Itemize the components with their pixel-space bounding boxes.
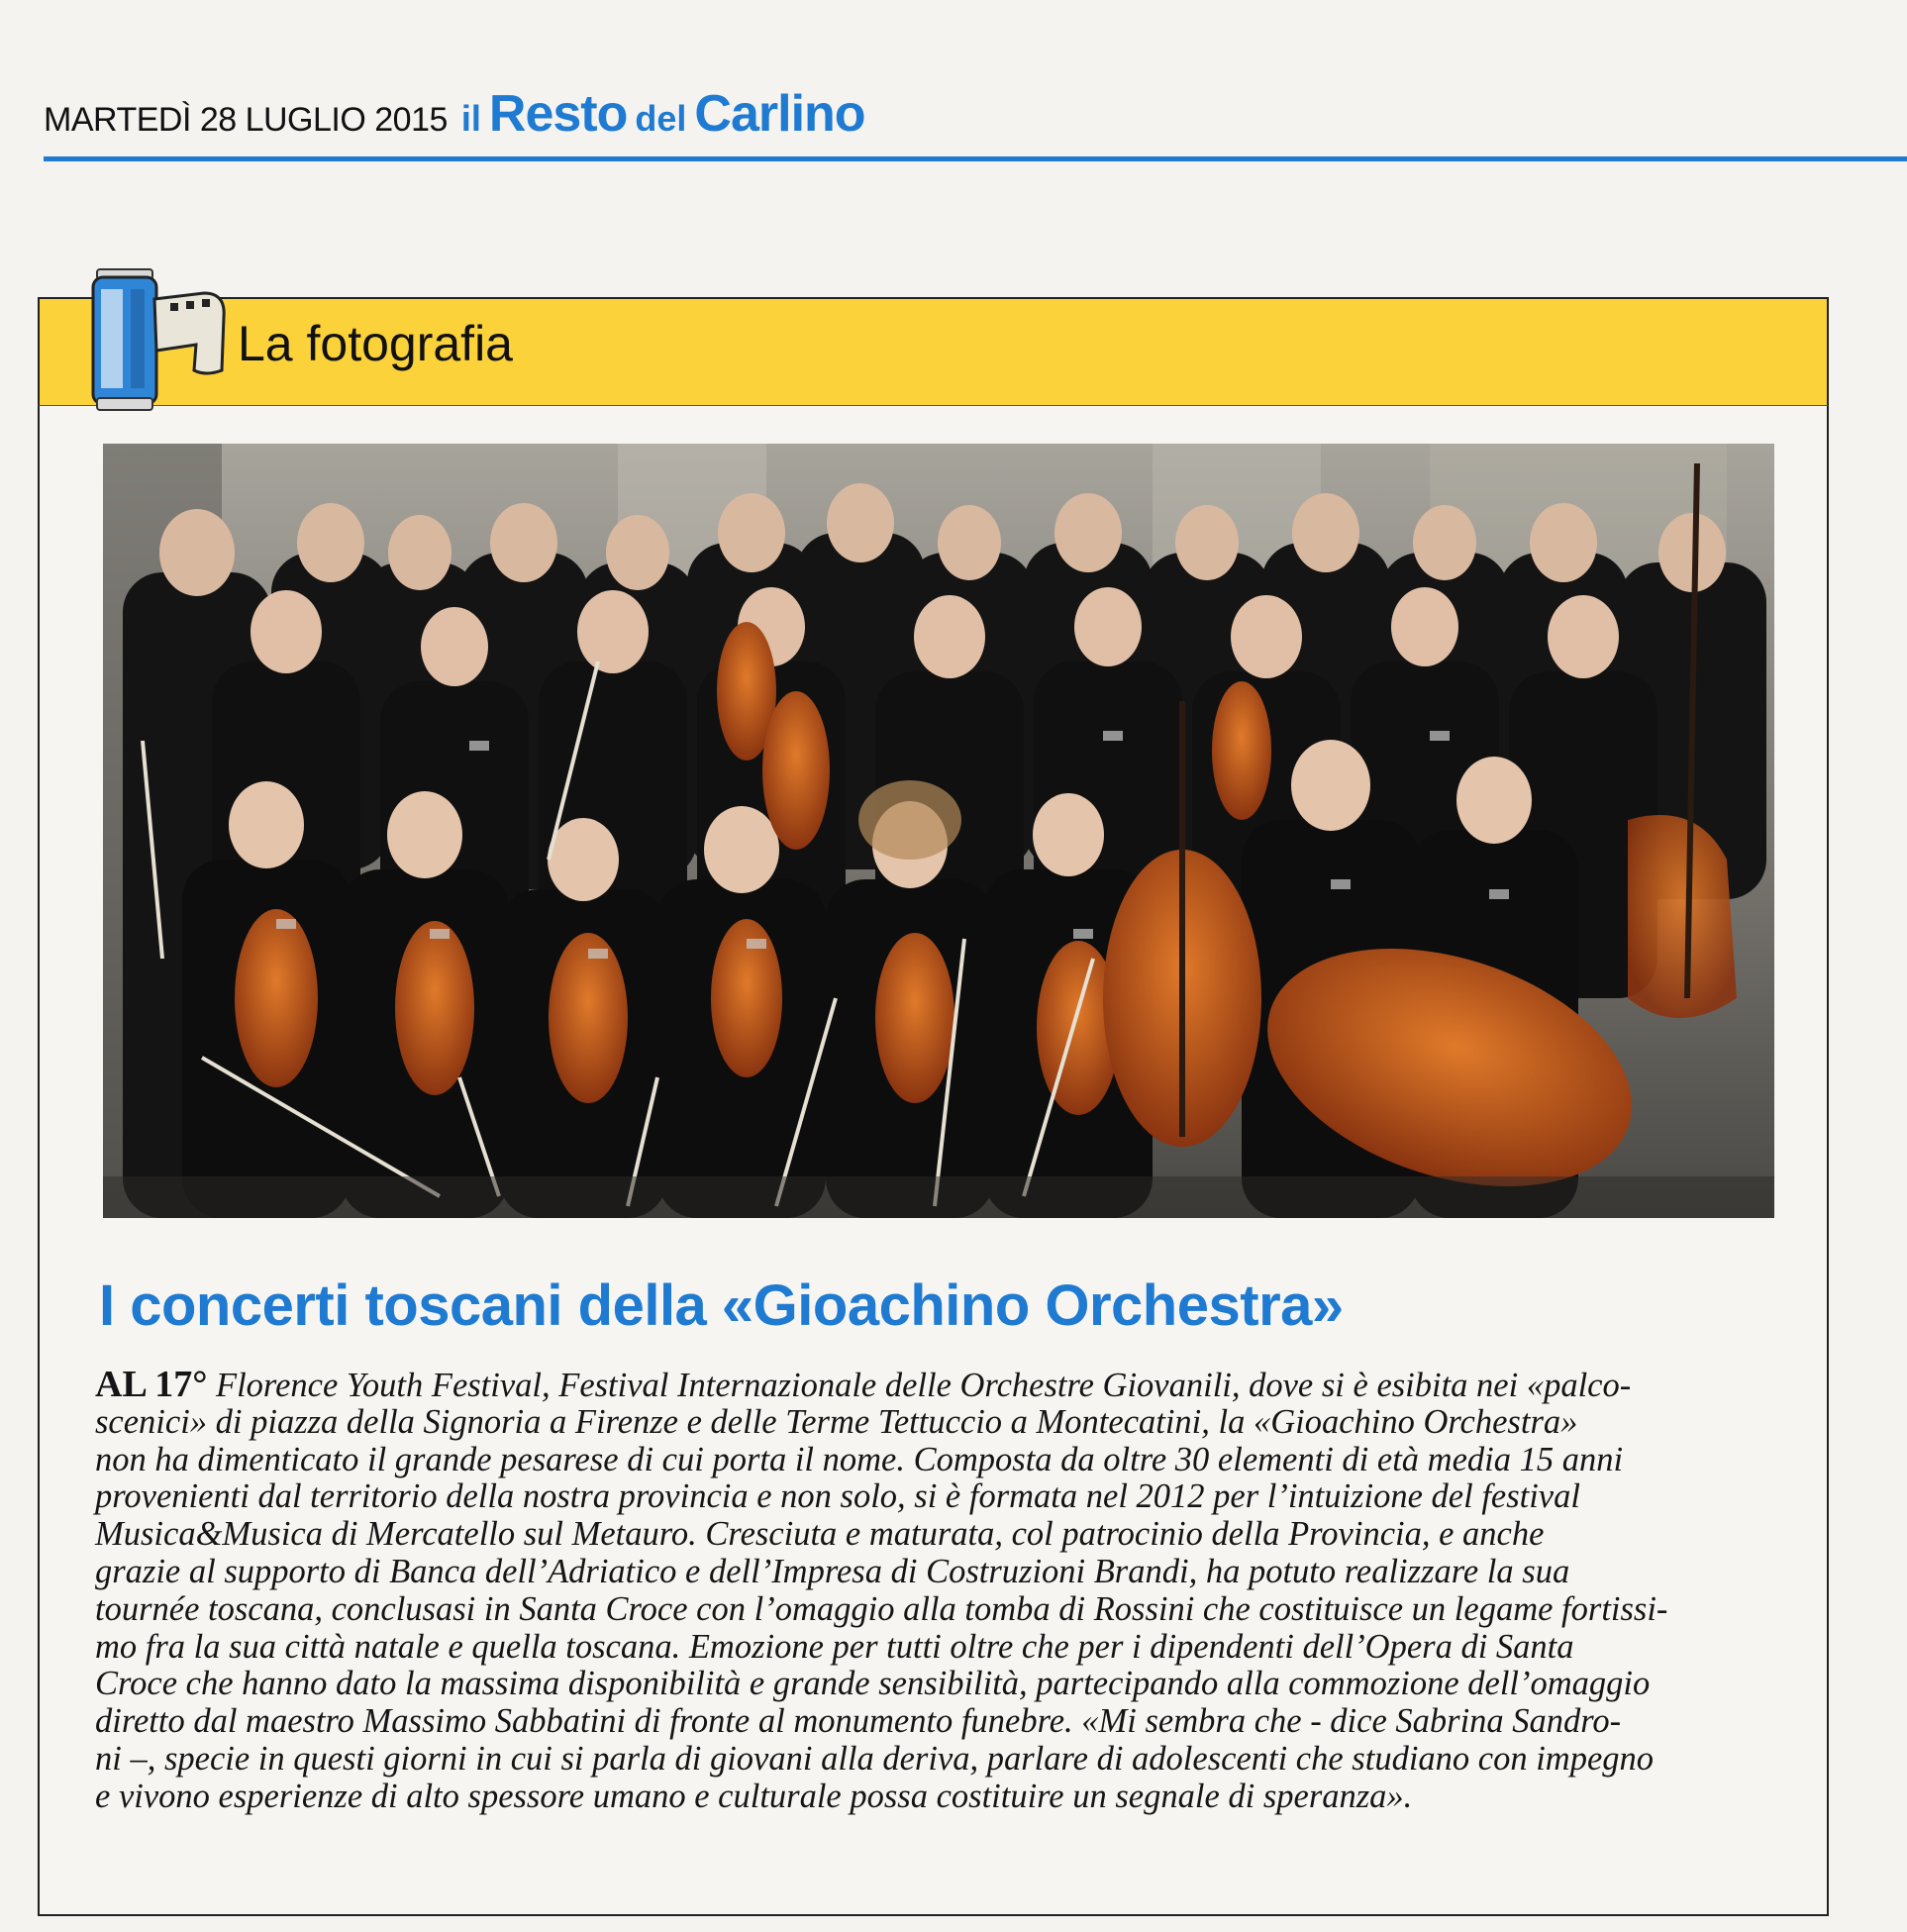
orchestra-group-photo bbox=[103, 444, 1774, 1218]
body-line: grazie al supporto di Banca dell’Adriatico e dell’Impresa di Costruzioni Brandi, ha potuto realizzare la sua bbox=[95, 1552, 1570, 1590]
body-line bbox=[95, 1364, 1778, 1405]
article-body bbox=[95, 1364, 1778, 1816]
masthead bbox=[44, 84, 865, 144]
logo-resto: Resto bbox=[488, 85, 628, 143]
body-line-text: Florence Youth Festival, Festival Internazionale delle Orchestre Giovanili, dove si è esibita nei «palco- bbox=[207, 1367, 1632, 1404]
film-roll-icon bbox=[87, 259, 236, 418]
body-line: diretto dal maestro Massimo Sabbatini di fronte al monumento funebre. «Mi sembra che - dice Sabrina Sandro- bbox=[95, 1702, 1622, 1741]
article-headline: I concerti toscani della «Gioachino Orchestra» bbox=[99, 1273, 1344, 1338]
body-line: e vivono esperienze di alto spessore umano e culturale possa costituire un segnale di speranza». bbox=[95, 1777, 1413, 1815]
body-line: ni –, specie in questi giorni in cui si parla di giovani alla deriva, parlare di adolescenti che studiano con impegno bbox=[95, 1739, 1655, 1778]
logo-il: il bbox=[460, 98, 481, 139]
body-line: Musica&Musica di Mercatello sul Metauro. Cresciuta e maturata, col patrocinio della Provincia, e anche bbox=[95, 1515, 1545, 1554]
masthead-rule bbox=[44, 156, 1907, 161]
newspaper-logo bbox=[461, 84, 865, 144]
body-line: scenici» di piazza della Signoria a Firenze e delle Terme Tettuccio a Montecatini, la «Gioachino Orchestra» bbox=[95, 1402, 1578, 1441]
issue-date: MARTEDÌ 28 LUGLIO 2015 bbox=[44, 101, 448, 139]
logo-del: del bbox=[635, 98, 687, 139]
body-line: tournée toscana, conclusasi in Santa Croce con l’omaggio alla tomba di Rossini che costituisce un legame fortissi- bbox=[95, 1589, 1668, 1628]
body-line: non ha dimenticato il grande pesarese di cui porta il nome. Composta da oltre 30 elementi di età media 15 anni bbox=[95, 1440, 1624, 1478]
body-line: Croce che hanno dato la massima disponibilità e grande sensibilità, partecipando alla commozione dell’omaggio bbox=[95, 1665, 1651, 1703]
section-label: La fotografia bbox=[238, 316, 513, 371]
logo-carlino: Carlino bbox=[694, 85, 865, 143]
body-line: provenienti dal territorio della nostra provincia e non solo, si è formata nel 2012 per l’intuizione del festival bbox=[95, 1477, 1580, 1516]
body-line: mo fra la sua città natale e quella toscana. Emozione per tutti oltre che per i dipendenti dell’Opera di Santa bbox=[95, 1627, 1574, 1666]
article-lead: AL 17° bbox=[95, 1364, 208, 1405]
